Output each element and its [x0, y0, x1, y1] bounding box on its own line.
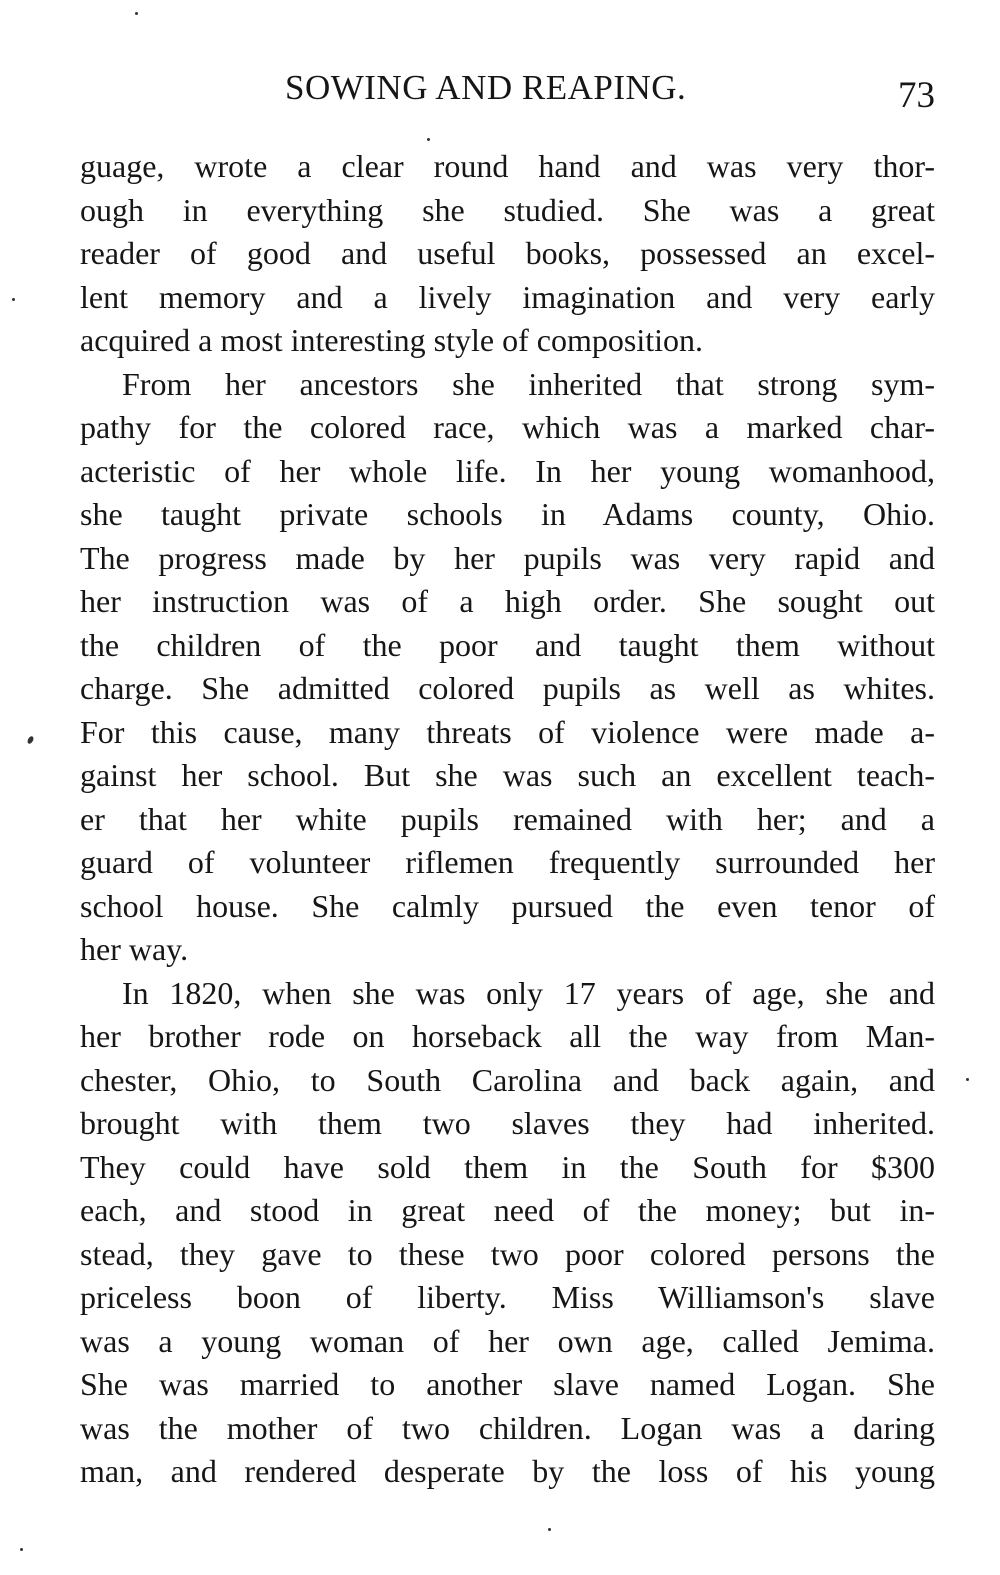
scan-speck [548, 1528, 551, 1531]
page-number: 73 [898, 75, 935, 116]
scan-speck [427, 138, 430, 141]
scan-speck [20, 1548, 23, 1551]
text-line: guage, wrote a clear round hand and was very thor- [80, 148, 935, 184]
text-line: her instruction was of a high order. She sought out [80, 583, 935, 619]
text-line: chester, Ohio, to South Carolina and back again, and [80, 1061, 935, 1098]
text-line: she taught private schools in Adams county, Ohio. [80, 496, 935, 532]
text-line: was the mother of two children. Logan was a daring [80, 1409, 935, 1446]
scan-speck [26, 735, 34, 744]
text-line: acteristic of her whole life. In her young womanhood, [80, 452, 935, 489]
text-line: man, and rendered desperate by the loss of his young [80, 1453, 935, 1489]
text-line: each, and stood in great need of the money; but in- [80, 1192, 935, 1228]
text-line: In 1820, when she was only 17 years of age, she and [122, 974, 935, 1011]
text-line: They could have sold them in the South for $300 [80, 1148, 935, 1185]
scan-speck [966, 1078, 969, 1081]
page-header [80, 68, 940, 118]
text-line: the children of the poor and taught them without [80, 626, 935, 663]
body-text [80, 145, 935, 1494]
text-line: school house. She calmly pursued the even tenor of [80, 887, 935, 924]
text-line: was a young woman of her own age, called Jemima. [80, 1322, 935, 1359]
text-line: er that her white pupils remained with her; and a [80, 800, 935, 837]
text-line: priceless boon of liberty. Miss Williamson's slave [80, 1279, 935, 1315]
text-line: From her ancestors she inherited that strong sym- [122, 365, 935, 402]
text-line: For this cause, many threats of violence were made a- [80, 713, 935, 750]
text-line: reader of good and useful books, possessed an excel- [80, 235, 935, 271]
paragraph-1 [80, 145, 935, 363]
paragraph-3 [80, 972, 935, 1494]
text-line: pathy for the colored race, which was a marked char- [80, 409, 935, 445]
text-line: acquired a most interesting style of composition. [80, 322, 703, 358]
text-line: The progress made by her pupils was very rapid and [80, 539, 935, 576]
text-line: ough in everything she studied. She was a great [80, 191, 935, 228]
text-line: stead, they gave to these two poor colored persons the [80, 1235, 935, 1272]
scan-speck [12, 298, 15, 301]
text-line: guard of volunteer riflemen frequently surrounded her [80, 844, 935, 880]
paragraph-2 [80, 363, 935, 972]
text-line: her way. [80, 931, 189, 967]
text-line: her brother rode on horseback all the way from Man- [80, 1018, 935, 1054]
text-line: gainst her school. But she was such an excellent teach- [80, 757, 935, 793]
text-line: charge. She admitted colored pupils as well as whites. [80, 670, 935, 706]
text-line: brought with them two slaves they had inherited. [80, 1105, 935, 1141]
scan-speck [135, 12, 138, 15]
text-line: She was married to another slave named Logan. She [80, 1366, 935, 1402]
running-head: SOWING AND REAPING. [285, 68, 687, 107]
text-line: lent memory and a lively imagination and very early [80, 278, 935, 315]
